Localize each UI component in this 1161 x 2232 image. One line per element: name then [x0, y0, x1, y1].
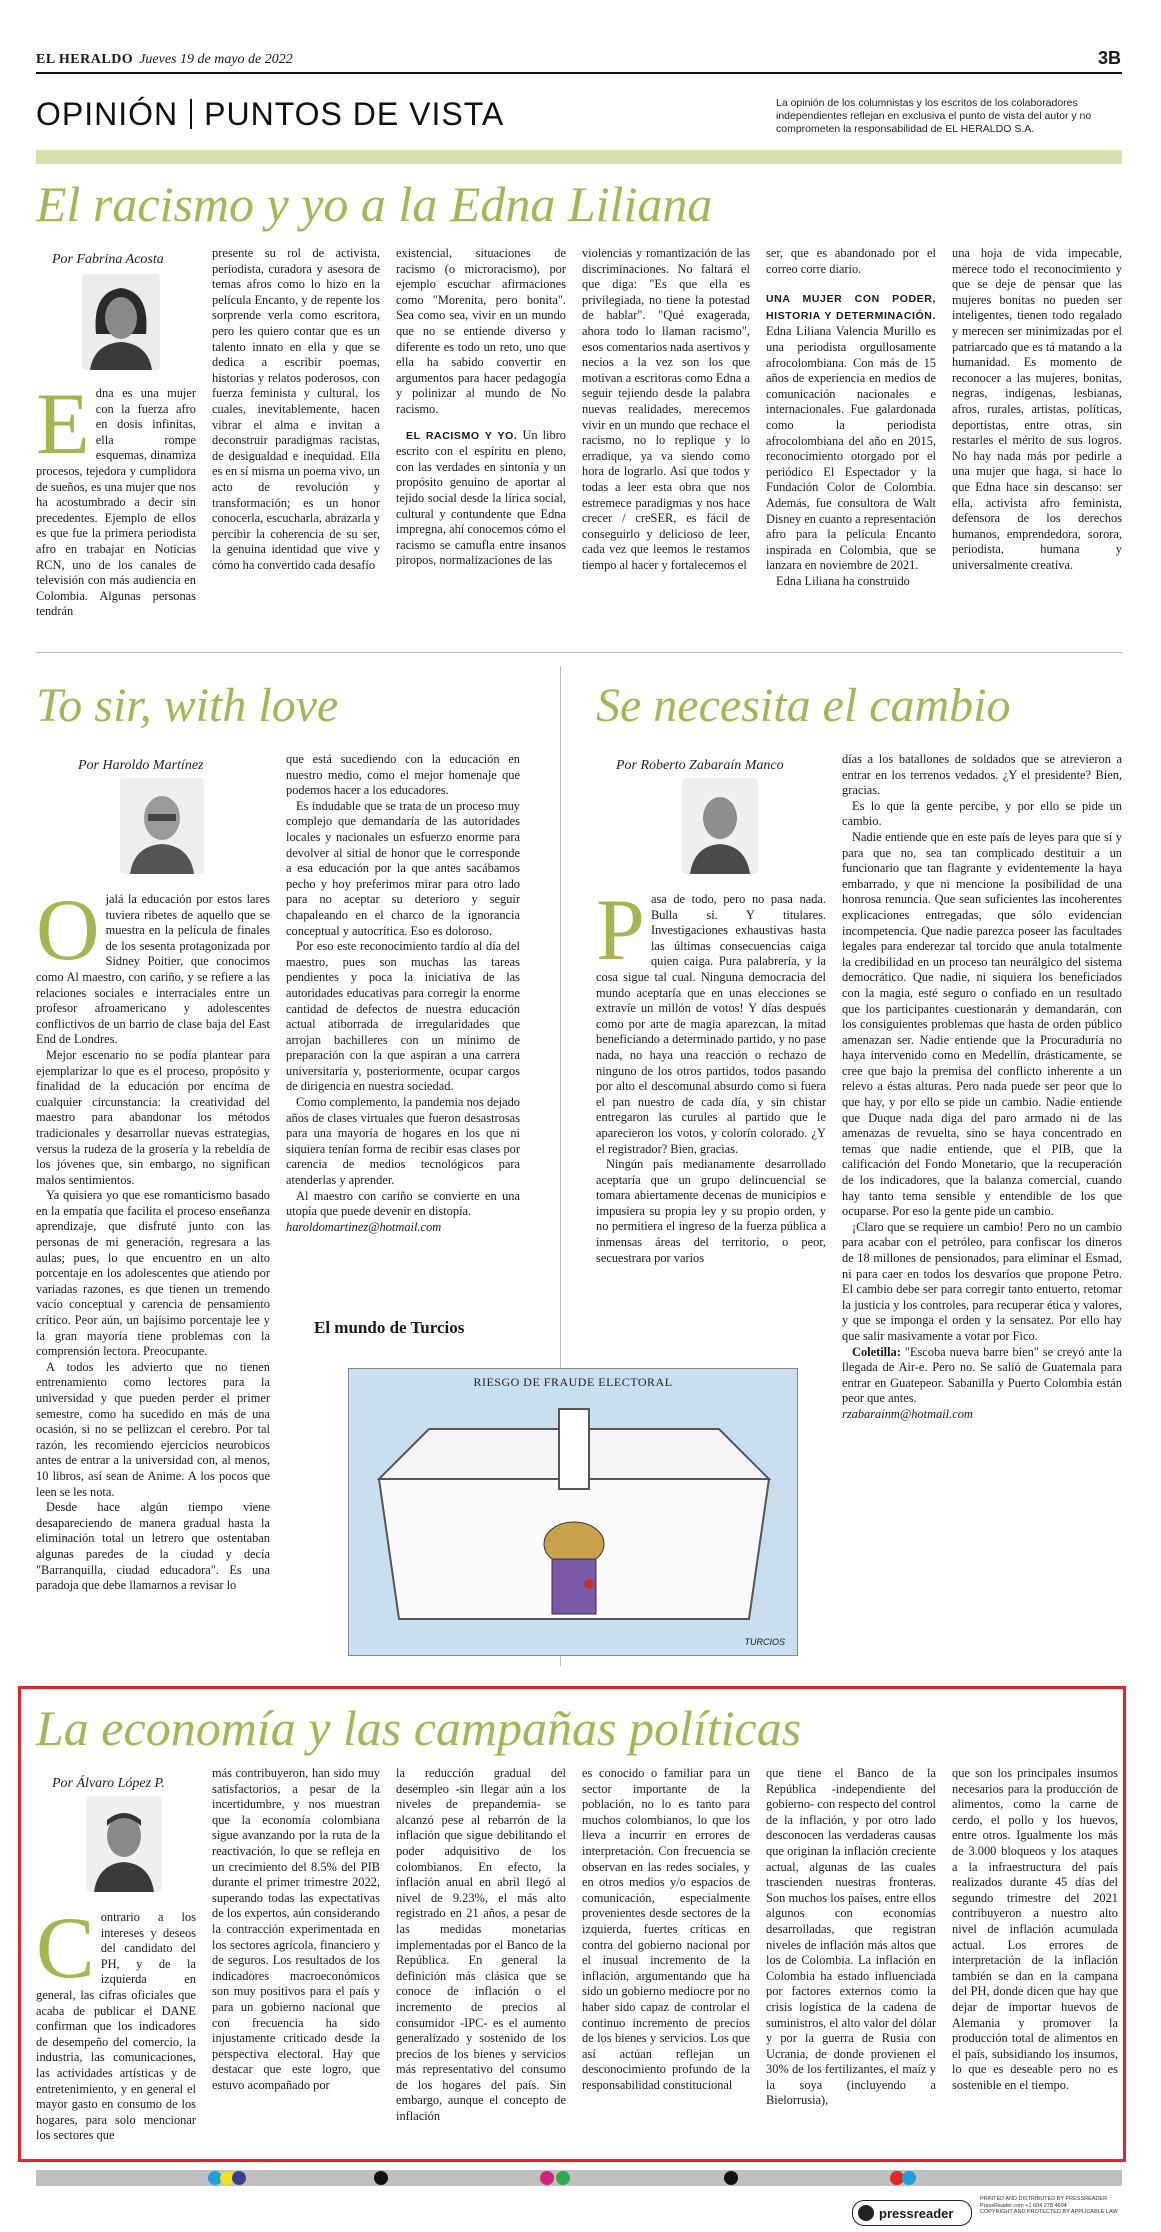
author-portrait-acosta	[82, 274, 160, 370]
registration-bar	[36, 2170, 1122, 2186]
issue-date: Jueves 19 de mayo de 2022	[139, 52, 293, 67]
paper-name: EL HERALDO	[36, 52, 134, 67]
article4-col1	[36, 1910, 196, 2152]
portrait-icon	[120, 778, 204, 874]
registration-mark	[232, 2171, 246, 2185]
article1-text: dna es una mujer con la fuerza afro en dosis infinitas, ella rompe esquemas, dinamiza procesos, tejedora y cumplidora de sueños, es una mujer que nos ha acostumbrado a decir sin precedentes. Ejemplo de ellos es que fue la primera periodista afro en trabajar en Noticias RCN, uno de los canales de televisión con más audiencia en Colombia. Algunas personas tendrán	[36, 386, 196, 619]
article2-text: Es indudable que se trata de un proceso muy complejo que demandaría de las autoridades locales y nacionales un esfuerzo enorme para devolver al sitial de honor que le corresponde a esa educación por la que antes sacábamos pecho y hoy preferimos mirar para otro lado para no aceptar su deterioro y seguir chapaleando en el charco de la ignorancia conceptual y autocrítica. Eso es doloroso.	[286, 798, 520, 938]
article2-text: Como complemento, la pandemia nos dejado años de clases virtuales que fueron desastrosas para una mayoría de hogares en los que ni siquiera tenían forma de recibir esas clases por carencia de medios tecnológicos para atenderlas y aprender.	[286, 1095, 520, 1188]
article1-col4: violencias y romantización de las discriminaciones. No faltará el que diga: "Es que ella es privilegiada, no tiene la potestad de hablar". "Qué exagerada, ahora todo lo llaman racismo", esos comentarios nada asertivos y necios a la vez son los que motivan a escritoras como Edna a seguir tejiendo desde la palabra nuevas realidades, merecemos vivir en un mundo que rechace el racismo, no lo replique y lo erradique, ya va siendo como hora de lograrlo. Así que todos y todas a leer esta obra que nos estremece paradigmas y nos hace crecer / creSER, es fácil de conseguirlo y delicioso de leer, cada vez que leemos le restamos tiempo al hacer y fortalecemos el	[582, 246, 750, 572]
section-header	[36, 96, 504, 133]
registration-mark	[724, 2171, 738, 2185]
article3-col2	[842, 752, 1122, 1658]
article2-text: Al maestro con cariño se convierte en una utopía que puede devenir en distopía.	[286, 1188, 520, 1219]
portrait-icon	[682, 778, 758, 874]
ballot-box-icon	[349, 1369, 797, 1655]
dropcap: O	[36, 892, 100, 979]
cartoon-caption: RIESGO DE FRAUDE ELECTORAL	[473, 1375, 673, 1389]
article2-text: jalá la educación por estos lares tuviera ribetes de aquello que se muestra en la película de finales de los sesenta protagonizada por Sidney Poitier, que conocimos como Al maestro, con cariño, y se refiere a las relaciones sociales e interraciales entre un profesor afroamericano y adolescentes conflictivos de un barrio de clase baja del East End de Londres.	[36, 892, 270, 1047]
page-number: 3B	[1097, 48, 1121, 68]
article1-col5	[766, 246, 936, 626]
article4-col5: que tiene el Banco de la República -independiente del gobierno- con respecto del control de la inflación, y por otro lado desconocen las verdaderas causas que originan la inflación creciente actual, algunas de las cuales trascienden nuestras fronteras. Son muchos los países, entre ellos algunos con economías desarrolladas, que registran niveles de inflación más altos que los de Colombia. La inflación en Colombia ha estado influenciada por factores externos como la crisis logística de la cadena de suministros, el alto valor del dólar y por la guerra de Rusia con Ucrania, de donde provienen el 30% de los fertilizantes, el maíz y la soya (incluyendo a Bielorrusia),	[766, 1766, 936, 2108]
article3-col1	[596, 892, 826, 1322]
article1-title: El racismo y yo a la Edna Liliana	[36, 176, 713, 232]
article4-text: ontrario a los intereses y deseos del candidato del PH, y de la izquierda en general, las cifras oficiales que acaba de publicar el DANE confirman que los indicadores de desempeño del comercio, la industria, las comunicaciones, las actividades artísticas y de entretenimiento, y en general el mayor gasto en consumo de los hogares, para solo mencionar los sectores que	[36, 1910, 196, 2143]
article2-text: que está sucediendo con la educación en nuestro medio, como el mejor homenaje que podemos hacer a los educadores.	[286, 752, 520, 798]
printed-phone: +1 604 278 4604	[1025, 2202, 1067, 2209]
article3-byline: Por Roberto Zabaraín Manco	[616, 758, 784, 773]
registration-mark	[902, 2171, 916, 2185]
article4-col4: es conocido o familiar para un sector importante de la población, no lo es tanto para muchos colombianos, lo que los lleva a incurrir en errores de interpretación. Con frecuencia se observan en las redes sociales, y en otros medios y/o espacios de comunicación, especialmente provenientes desde sectores de la izquierda, fuertes críticas en contra del gobierno nacional por el inusual incremento de la inflación, argumentando que ha sido un gobierno mediocre por no haber sido capaz de controlar el continuo incremento de precios de los bienes y servicios. Los que así actúan reflejan un desconocimiento profundo de la responsabilidad constitucional	[582, 1766, 750, 2092]
printed-notice	[980, 2196, 1120, 2216]
article3-text: Es lo que la gente percibe, y por ello se pide un cambio.	[842, 798, 1122, 829]
section-divider	[190, 99, 192, 129]
article1-text: Edna Liliana Valencia Murillo es una periodista orgullosamente afrocolombiana. Con más de 15 años de experiencia en medios de comunicación nacionales e internacionales. Fue galardonada como la periodista afrocolombiana del año en 2015, reconocimiento otorgado por el periódico El Espectador y la Fundación Color de Colombia. Además, fue consultora de Walt Disney en cuanto a representación afro para la película Encanto inspirada en Colombia, que se lanzara en noviembre de 2021.	[766, 324, 936, 573]
article2-col2	[286, 752, 520, 1290]
article3-text: Ningún país medianamente desarrollado aceptaría que un grupo delincuencial se tomara abiertamente decenas de municipios e impusiera su propia ley y su propio orden, y no permitiera el ingreso de la fuerza pública a inmensas áreas del territorio, o peor, secuestrara por varios	[596, 1157, 826, 1265]
article1-byline: Por Fabrina Acosta	[52, 252, 164, 267]
portrait-icon	[82, 274, 160, 370]
cartoon-title: El mundo de Turcios	[314, 1318, 465, 1337]
logo-text: pressreader	[879, 2205, 954, 2221]
author-portrait-lopez	[86, 1796, 162, 1892]
article4-byline: Por Álvaro López P.	[52, 1776, 165, 1791]
section-label: OPINIÓN	[36, 96, 179, 132]
dropcap: P	[596, 892, 645, 979]
divider	[36, 652, 1122, 653]
article2-title: To sir, with love	[36, 679, 339, 732]
pressreader-icon	[858, 2205, 874, 2221]
article4-col3: la reducción gradual del desempleo -sin llegar aún a los niveles de prepandemia- se alcanzó pese al rebarrón de la inflación que sigue debilitando el poder adquisitivo de los colombianos. En efecto, la inflación anual en abril llegó al nivel de 9.23%, el más alto registrado en 21 años, a pesar de las medidas monetarias implementadas por el Banco de la República. En general la definición más clásica que se conoce de inflación o el incremento de precios al consumidor -IPC- es el aumento generalizado y sostenido de los precios de los bienes y servicios más representativo del consumo de los hogares del país. Sin embargo, aunque el concepto de inflación	[396, 1766, 566, 2124]
article1-text: ser, que es abandonado por el correo corre diario.	[766, 246, 936, 276]
article2-text: Desde hace algún tiempo viene desapareciendo de manera gradual hasta la eliminación total un letrero que ostentaban algunas paredes de la ciudad y decía "Barranquilla, ciudad educadora". Es una paradoja que debe llamarnos a revisar lo	[36, 1500, 270, 1593]
portrait-icon	[86, 1796, 162, 1892]
article3-text: días a los batallones de soldados que se atrevieron a entrar en los terrenos vedados. ¿Y el presidente? Bien, gracias.	[842, 752, 1122, 798]
article3-text: Nadie entiende que en este país de leyes para que sí y para que no, sea tan complicado destituir a un funcionario que tan flagrante y evidentemente la haya embarrado, y que ni mencione la posibilidad de una honrosa renuncia. Que sean suficientes las incoherentes explicaciones entregadas, que sólo evidencian incompetencia. Que nadie parezca poseer las facultades legales para enderezar tal torcido que anula totalmente la credibilidad en un proceso tan neurálgico del sistema democrático. Que nadie, ni siquiera los beneficiados con la magia, esté seguro o confiado en un resultado que los participantes cuestionarán y demandarán, con los consiguientes problemas que hasta de orden público amenazan ser. Nadie entiende que la Procuraduría no haya intervenido como en Medellín, drásticamente, se cree que bajo la premisa del conflicto inherente a un relevo a éstas alturas. Pero nada puede ser peor que lo que hay, y por ello se pide un cambio. Nadie entiende que Duque nada diga del paro armado ni de las amenazas de revuelta, sino se haya concentrado en temas que nadie entiende, que el PIB, que la calificación del Fondo Monetario, que la recuperación de los indicadores, que la balanza comercial, cuando hay tanto tema sensible y entendible de los que ocuparse. Por eso la gente pide un cambio.	[842, 829, 1122, 1219]
article2-text: A todos les advierto que no tienen entrenamiento como lectores para la universidad y que pueden perder el primer semestre, como ha sucedido en más de una ocasión, si no se pellizcan el cerebro. Por tal razón, les recomiendo ejercicios neurobicos antes de entrar a la universidad con, al menos, 10 libros, así sean de Anime. A los pocos que leen se les nota.	[36, 1359, 270, 1499]
article3-text: ¡Claro que se requiere un cambio! Pero no un cambio para acabar con el petróleo, para confiscar los dineros de 18 millones de pensionados, para eliminar el Esmad, ni para caer en todos los desvaríos que propone Petro. El cambio debe ser para corregir tanto entuerto, retomar la justicia y los controles, para recuperar ética y valores, y que se imponga el orden y la sensatez. Por ello hay que salir masivamente a votar por Fico.	[842, 1219, 1122, 1343]
coletilla-label: Coletilla:	[852, 1344, 901, 1359]
article3-text: asa de todo, pero no pasa nada. Bulla sí. Y titulares. Investigaciones exhaustivas hasta las últimas consecuencias caiga quien caiga. Pura palabrería, y la cosa sigue tal cual. Ninguna democracia del mundo aceptaría que en unas elecciones se extravíe un millón de votos! Y días después como por arte de magia aparezcan, la mitad beneficiando a determinado partido, y no pase nada, no haya una reacción o rechazo de ninguno de los otros partidos, todos pasando por alto el descomunal absurdo como si fuera el pan nuestro de cada día, y sin chistar entregaron las curules al partido que le aparecieron los votos, y colorín colorado. ¿Y el registrador? Bien, gracias.	[596, 892, 826, 1156]
subhead: UNA MUJER CON PODER, HISTORIA Y DETERMINACIÓN.	[766, 293, 936, 322]
registration-mark	[540, 2171, 554, 2185]
dropcap: E	[36, 386, 90, 473]
editorial-cartoon	[348, 1368, 798, 1656]
dropcap: C	[36, 1910, 95, 1997]
author-portrait-martinez	[120, 778, 204, 874]
article4-col6: que son los principales insumos necesarios para la producción de alimentos, como la carne de cerdo, el pollo y los huevos, entre otros. Igualmente los más de 3.000 bloqueos y los ataques a la infraestructura del país realizados durante 45 días del segundo trimestre del 2021 contribuyeron a nuestro alto nivel de inflación acumulada actual. Los errores de interpretación de la inflación también se dan en la campana del PH, donde dicen que hay que dejar de importar huevos de Alemania y promover la producción total de alimentos en el país, subsidiando los insumos, lo que es deseable pero no es sostenible en el tiempo.	[952, 1766, 1118, 2092]
printed-url: PressReader.com	[980, 2202, 1024, 2209]
registration-mark	[374, 2171, 388, 2185]
top-rule	[36, 72, 1122, 74]
article1-col6: una hoja de vida impecable, merece todo el reconocimiento y que se deje de pensar que las mujeres bonitas no pueden ser inteligentes, tienen todo regalado y merecen ser minimizadas por el patriarcado que es tá matando a la humanidad. Es momento de reconocer a las mujeres, bonitas, negras, indígenas, lesbianas, afros, rurales, artistas, políticas, deportistas, entre otras, sin restarles el mérito de sus logros. No hay nada más por pedirle a una mujer que haga, si hace lo que Edna hace sin descanso: ser ella, activista afro feminista, defensora de los derechos humanos, emprendedora, sorora, periodista, humana y universalmente creativa.	[952, 246, 1122, 572]
author-email: rzabarainm@hotmail.com	[842, 1406, 973, 1421]
article1-col2: presente su rol de activista, periodista, curadora y asesora de temas afros como lo hizo en la película Encanto, y de repente los sorprende verla como escritora, pero les quiero contar que es un talento innato en ella y que se dedica a escribir poemas, historias y relatos poderosos, con fuerza feminista y cultural, los cuales, inevitablemente, hacen vibrar el alma e invitan a deconstruir paradigmas racistas, de desigualdad e inequidad. Ella es en sí misma un poema vivo, un acto de revolución y transformación; es un honor conocerla, escucharla, abrazarla y percibir la coherencia de su ser, la genuina identidad que vive y cómo ha convertido cada desafío	[212, 246, 380, 572]
printed-line: PRINTED AND DISTRIBUTED BY PRESSREADER	[980, 2196, 1108, 2202]
article2-text: Por eso este reconocimiento tardío al día del maestro, pues son muchas las tareas pendientes y poca la iniciativa de las autoridades educativas para corregir la enorme cantidad de defectos de nuestra educación actual atiborrada de irregularidades que arrojan bachilleres con un mínimo de preparación con la que aspiran a una carrera universitaria y, posteriormente, ocupar cargos de dirigencia en nuestra sociedad.	[286, 939, 520, 1094]
article2-text: Mejor escenario no se podía plantear para ejemplarizar lo que es el proceso, propósito y finalidad de la educación por encima de cualquier circunstancia: la creatividad del maestro para abandonar los métodos tradicionales y desarrollar nuevas estrategias, versus la rudeza de la grosería y la rebeldía de los jóvenes que, sin embargo, no significan malos sentimientos.	[36, 1047, 270, 1187]
article2-col1	[36, 892, 270, 1658]
section-sublabel: PUNTOS DE VISTA	[204, 96, 505, 132]
article1-col3	[396, 246, 566, 626]
pressreader-logo	[852, 2200, 972, 2226]
section-bar	[36, 150, 1122, 164]
article4-title: La economía y las campañas políticas	[36, 1700, 802, 1756]
article1-text: Un libro escrito con el espíritu en pleno, con las verdades en sintonía y un propósito genuino de aportar al tejido social desde la lírica social, cultural y contundente que Edna impregna, ahí conocemos cómo el racismo se camufla entre insanos piropos, normalizaciones de las	[396, 427, 566, 568]
printed-copyright: COPYRIGHT AND PROTECTED BY APPLICABLE LAW	[980, 2209, 1118, 2215]
disclaimer: La opinión de los columnistas y los escritos de los colaboradores independientes reflejan en exclusiva el punto de vista del autor y no comprometen la responsabilidad de EL HERALDO S.A.	[776, 97, 1092, 135]
registration-mark	[556, 2171, 570, 2185]
article1-text: existencial, situaciones de racismo (o microracismo), por ejemplo escuchar afirmaciones como "Morenita, pero bonita". Sea como sea, vivir en un mundo que no se entiende diverso y diferente es todo un reto, uno que ella ha sabido convertir en argumentos para hacer pedagogía y polinizar al mundo de No racismo.	[396, 246, 566, 416]
subhead: EL RACISMO Y YO.	[406, 429, 518, 442]
article2-text: Ya quisiera yo que ese romanticismo basado en la empatía que facilita el proceso enseñanza aprendizaje, que disfruté junto con las personas de mi generación, regresara a las aulas; pues, lo que encuentro en un alto porcentaje en los adolescentes que atiendo por variadas razones, es que tienen un tremendo vacío conceptual y carencia de pensamiento crítico. Peor aún, un bajísimo porcentaje lee y la gran mayoría tiene problemas con la comprensión lectora. Preocupante.	[36, 1188, 270, 1359]
article1-text: Edna Liliana ha construido	[776, 573, 910, 588]
article1-col1	[36, 386, 196, 626]
article2-byline: Por Haroldo Martínez	[78, 758, 204, 773]
author-email: haroldomartinez@hotmail.com	[286, 1219, 442, 1234]
cartoon-signature: TURCIOS	[744, 1637, 785, 1647]
article4-col2: más contribuyeron, han sido muy satisfactorios, a pesar de la incertidumbre, y nos muestran que la economía colombiana sigue avanzando por la ruta de la reactivación, lo que se refleja en un crecimiento del 8.5% del PIB durante el primer trimestre 2022, superando todas las expectativas de los expertos, aún considerando la contracción experimentada en los sectores agrícola, financiero y de seguros. Los resultados de los indicadores macroeconómicos son muy positivos para el país y para un gobierno nacional que con frecuencia ha sido injustamente criticado desde la perspectiva electoral. Hay que destacar que este logro, que estuvo acompañado por	[212, 1766, 380, 2092]
author-portrait-zabarain	[682, 778, 758, 874]
masthead	[36, 52, 293, 68]
article3-text: "Escoba nueva barre bien" se creyó ante la llegada de Air-e. Pero no. Se salió de Guatemala para entrar en Guatepeor. Sabanilla y Puerto Colombia están peor que antes.	[842, 1344, 1122, 1406]
article3-title: Se necesita el cambio	[596, 679, 1011, 732]
